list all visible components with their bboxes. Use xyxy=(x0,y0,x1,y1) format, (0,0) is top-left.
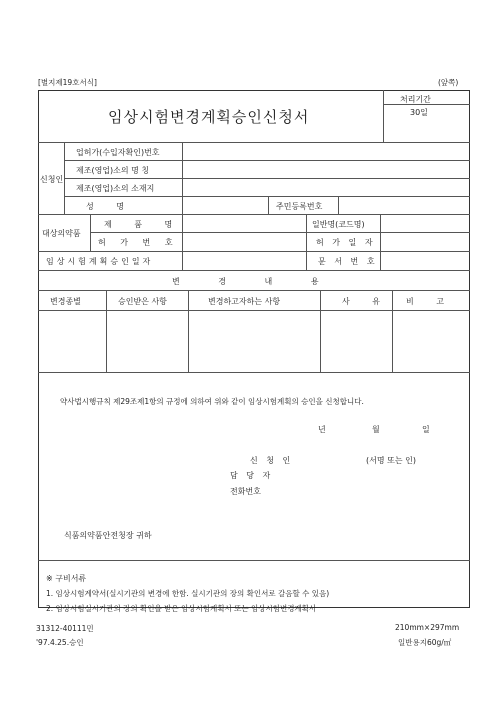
form-title: 임상시험변경계획승인신청서 xyxy=(108,108,310,126)
applicant-group-label: 신청인 xyxy=(40,175,64,184)
date-day: 일 xyxy=(422,425,430,434)
footer-paper-size: 210mm×297mm xyxy=(395,623,460,632)
generic-name-label: 일반명(코드명) xyxy=(312,220,365,229)
page-side-label: (앞쪽) xyxy=(438,78,459,87)
company-address-label: 제조(영업)소의 소재지 xyxy=(76,184,155,193)
col-remarks: 비 고 xyxy=(406,297,454,306)
permit-date-label: 허 가 일 자 xyxy=(316,238,376,247)
date-month: 월 xyxy=(372,425,380,434)
col-change-type: 변경종별 xyxy=(50,297,81,306)
processing-period-value: 30일 xyxy=(410,108,428,117)
name-label: 성 명 xyxy=(86,202,134,211)
footer-paper-weight: 일반용지60g/㎡ xyxy=(398,638,452,647)
product-name-label: 제 품 명 xyxy=(104,220,183,229)
document-number-label: 문 서 번 호 xyxy=(318,257,378,266)
approval-date-label: 임상시험계획승인일자 xyxy=(46,257,154,266)
applicant-sign-label: 신 청 인 xyxy=(250,456,294,465)
footer-approval-date: '97.4.25.승인 xyxy=(36,638,84,647)
col-approved-items: 승인받은 사항 xyxy=(118,297,167,306)
sign-hint: (서명 또는 인) xyxy=(366,456,416,465)
required-documents-title: ※ 구비서류 xyxy=(46,574,87,583)
form-number: [별지제19호서식] xyxy=(38,78,97,87)
phone-label: 전화번호 xyxy=(230,487,261,496)
resident-number-label: 주민등록번호 xyxy=(276,202,323,211)
col-requested-changes: 변경하고자하는 사항 xyxy=(208,297,281,306)
required-document-item: 2. 임상시험실시기관의 장의 확인을 받은 임상시험계획서 또는 임상시험변경계획서 xyxy=(46,604,317,613)
company-name-label: 제조(영업)소의 명 칭 xyxy=(76,166,150,175)
required-document-item: 1. 임상시험계약서(실시기관의 변경에 한함. 실시기관의 장의 확인서로 갈음할 수 있음) xyxy=(46,589,330,598)
addressee: 식품의약품안전청장 귀하 xyxy=(64,531,152,540)
license-number-label: 업허가(수입자확인)번호 xyxy=(76,148,160,157)
change-section-title: 변 경 내 용 xyxy=(172,277,337,286)
processing-period-label: 처리기간 xyxy=(400,95,431,104)
application-statement: 약사법시행규칙 제29조제1항의 규정에 의하여 위와 같이 임상시험계획의 승인을 신청합니다. xyxy=(60,397,364,406)
col-reason: 사 유 xyxy=(342,297,390,306)
product-group-label: 대상의약품 xyxy=(42,229,81,238)
footer-code: 31312-40111민 xyxy=(36,624,94,633)
permit-number-label: 허 가 번 호 xyxy=(98,238,179,247)
date-year: 년 xyxy=(318,425,326,434)
contact-person-label: 담 당 자 xyxy=(230,471,274,480)
